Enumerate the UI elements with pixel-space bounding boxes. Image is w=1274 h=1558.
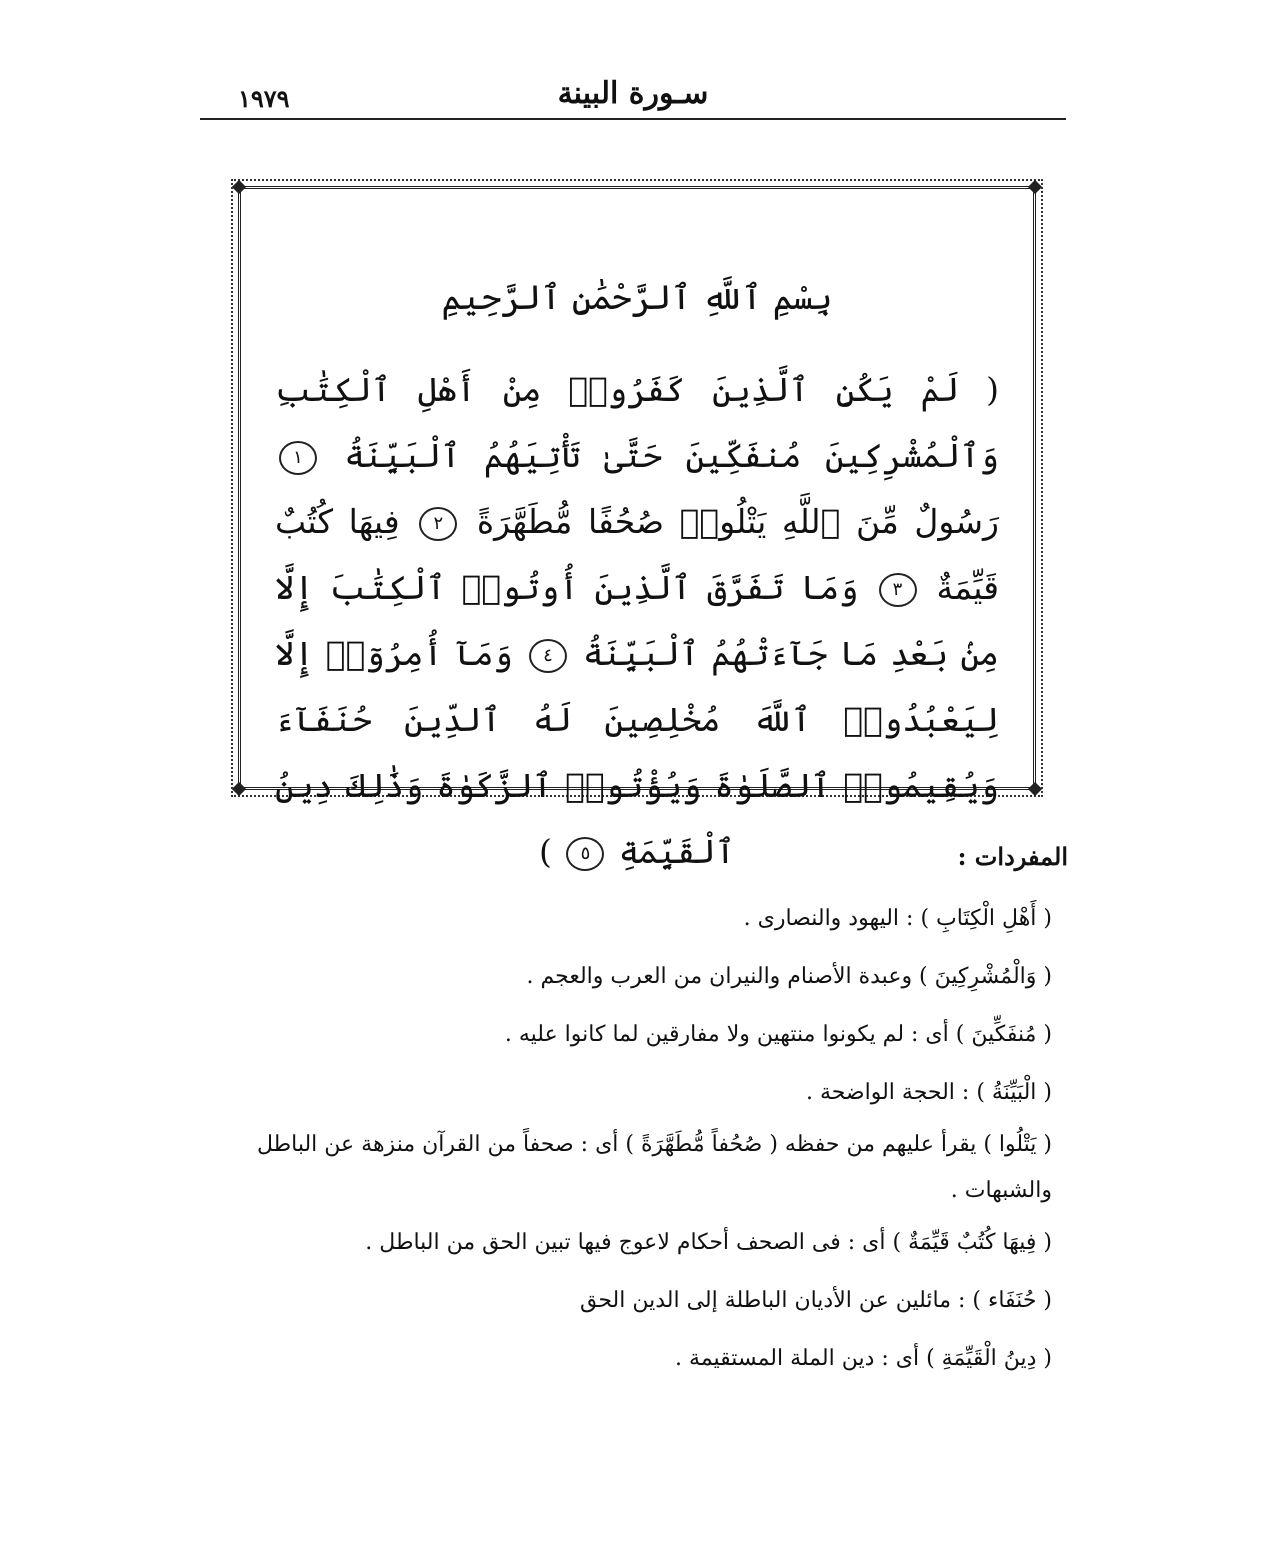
verse-number-marker: ٣ [879,573,917,607]
vocabulary-item: ( دِينُ الْقَيِّمَةِ ) أى : دين الملة المستقيمة . [675,1346,1052,1371]
frame-corner-ornament [1028,180,1042,194]
verse-segment: وَمَا تَفَرَّقَ ٱلَّذِينَ أُوتُوا۟ ٱلْكِتَٰبَ إِلَّا مِنۢ بَعْدِ مَا جَآءَتْهُمُ ٱلْبَيِّنَةُ [275,568,999,673]
page-number: ١٩٧٩ [238,84,290,113]
verse-text [275,357,999,885]
vocabulary-item: ( أَهْلِ الْكِتَابِ ) : اليهود والنصارى . [743,906,1052,931]
vocabulary-item: ( الْبَيِّنَةُ ) : الحجة الواضحة . [805,1080,1052,1105]
vocabulary-item: ( وَالْمُشْرِكِينَ ) وعبدة الأصنام والنيران من العرب والعجم . [526,964,1052,989]
verse-segment: فِيهَا كُتُبٌ قَيِّمَةٌ [275,502,1000,607]
verse-segment: وَمَآ أُمِرُوٓا۟ إِلَّا لِيَعْبُدُوا۟ ٱللَّهَ مُخْلِصِينَ لَهُ ٱلدِّينَ حُنَفَآءَ وَيُقِيمُوا۟ ٱلصَّلَوٰةَ وَيُؤْتُوا۟ ٱلزَّكَوٰةَ وَذَٰلِكَ دِينُ ٱلْقَيِّمَةِ [275,634,999,871]
vocabulary-item: ( يَتْلُوا ) يقرأ عليهم من حفظه ( صُحُفاً مُّطَهَّرَةً ) أى : صحفاً من القرآن منزهة عن الباطل والشبهات . [256,1132,1052,1203]
frame-corner-ornament [232,180,246,194]
frame-corner-ornament [1028,782,1042,796]
verse-number-marker: ٥ [566,837,604,871]
page-header [200,70,1066,120]
vocabulary-list [206,890,1068,1388]
surah-title: سـورة البينة [557,76,709,111]
verse-number-marker: ٤ [529,639,567,673]
verse-number-marker: ٢ [419,507,457,541]
frame-corner-ornament [232,782,246,796]
verse-segment: ( لَمْ يَكُنِ ٱلَّذِينَ كَفَرُوا۟ مِنْ أَهْلِ ٱلْكِتَٰبِ وَٱلْمُشْرِكِينَ مُنفَكِّينَ حَتَّىٰ تَأْتِيَهُمُ ٱلْبَيِّنَةُ [275,370,999,475]
vocabulary-item: ( مُنفَكِّينَ ) أى : لم يكونوا منتهين ولا مفارقين لما كانوا عليه . [504,1022,1052,1047]
vocabulary-item: ( حُنَفَاء ) : مائلين عن الأديان الباطلة إلى الدين الحق [579,1288,1052,1313]
vocabulary-heading: المفردات : [957,842,1068,871]
basmala: بِسْمِ ٱللَّهِ ٱلرَّحْمَٰنِ ٱلرَّحِيمِ [441,278,833,318]
vocabulary-item: ( فِيهَا كُتُبٌ قَيِّمَةٌ ) أى : فى الصحف أحكام لاعوج فيها تبين الحق من الباطل . [365,1230,1052,1255]
verse-closing-bracket: ) [539,832,552,871]
verse-number-marker: ١ [279,441,317,475]
verse-segment: رَسُولٌ مِّنَ ٱللَّهِ يَتْلُوا۟ صُحُفًا مُّطَهَّرَةً [476,502,999,541]
